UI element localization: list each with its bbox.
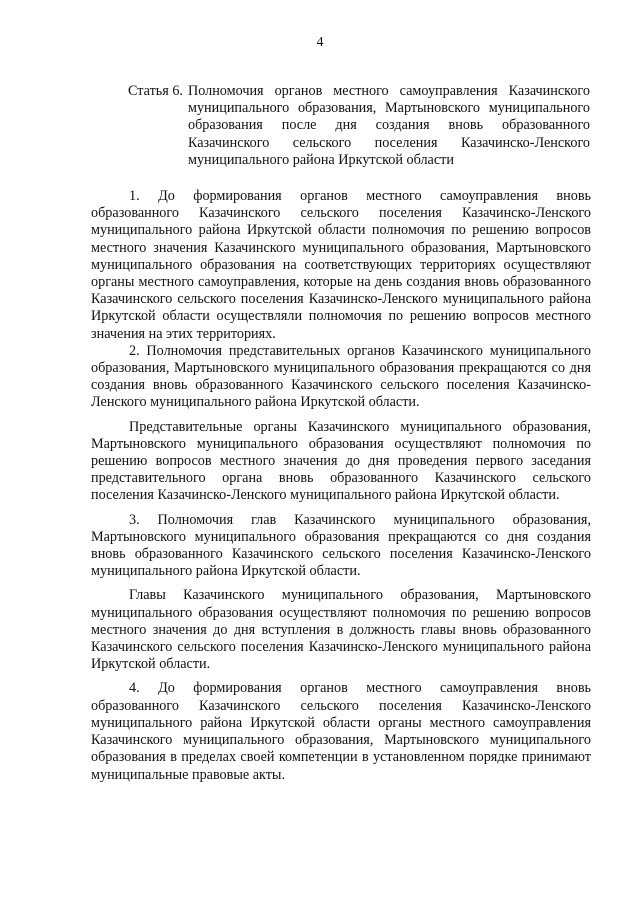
paragraph-2-continuation: Представительные органы Казачинского муниципального образования, Мартыновского муниципального образования осуществляют полномочия по решению вопросов местного значения до дня проведения первого заседания представительного органа вновь образованного Казачинского сельского поселения Казачинско-Ленского муниципального района Иркутской области. xyxy=(91,418,591,504)
article-title: Полномочия органов местного самоуправления Казачинского муниципального образования, Мартыновского муниципального образования после дня создания вновь образованного Казачинского сельского поселения Казачинско-Ленского муниципального района Иркутской области xyxy=(187,83,590,168)
paragraph-3-continuation: Главы Казачинского муниципального образования, Мартыновского муниципального образования осуществляют полномочия по решению вопросов местного значения до дня вступления в должность главы вновь образованного Казачинского сельского поселения Казачинско-Ленского муниципального района Иркутской области. xyxy=(91,587,591,673)
page-number: 4 xyxy=(316,35,324,50)
article-heading xyxy=(128,83,590,169)
paragraph-1: 1. До формирования органов местного самоуправления вновь образованного Казачинского сельского поселения Казачинско-Ленского муниципального района Иркутской области полномочия по решению вопросов местного значения Казачинского муниципального образования, Мартыновского муниципального образования на соответствующих территориях осуществляют органы местного самоуправления, которые на день создания вновь образованного Казачинского сельского поселения Казачинско-Ленского муниципального района Иркутской области осуществляли полномочия по решению вопросов местного значения на этих территориях. xyxy=(91,188,591,342)
paragraph-2: 2. Полномочия представительных органов Казачинского муниципального образования, Мартыновского муниципального образования прекращаются со дня создания вновь образованного Казачинского сельского поселения Казачинско-Ленского муниципального района Иркутской области. xyxy=(91,342,591,411)
article-body xyxy=(91,188,591,784)
paragraph-3: 3. Полномочия глав Казачинского муниципального образования, Мартыновского муниципального образования прекращаются со дня создания вновь образованного Казачинского сельского поселения Казачинско-Ленского муниципального района Иркутской области. xyxy=(91,511,591,580)
paragraph-4: 4. До формирования органов местного самоуправления вновь образованного Казачинского сельского поселения Казачинско-Ленского муниципального района Иркутской области органы местного самоуправления Казачинского муниципального образования, Мартыновского муниципального образования в пределах своей компетенции в установленном порядке принимают муниципальные правовые акты. xyxy=(91,680,591,783)
article-number: Статья 6. xyxy=(128,83,183,99)
